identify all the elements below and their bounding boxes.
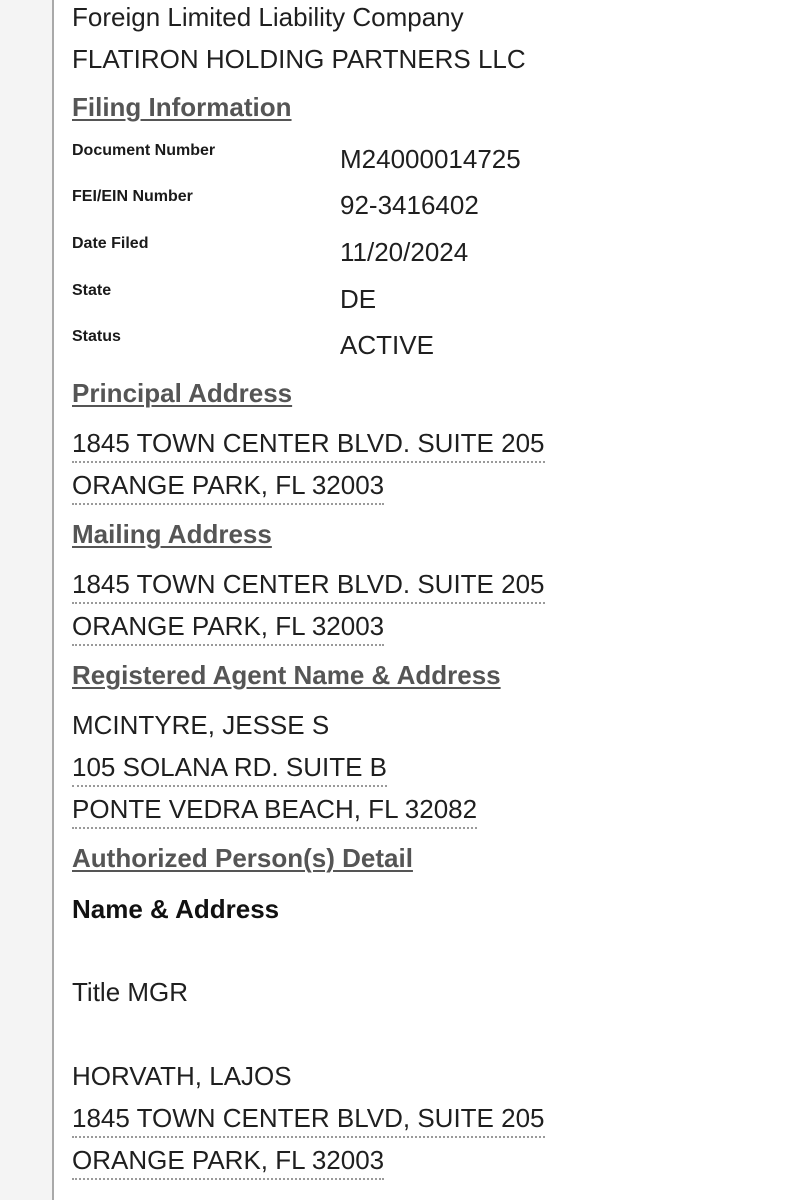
principal-address-line2 (72, 470, 384, 505)
date-filed-value: 11/20/2024 (340, 237, 469, 267)
mailing-address-heading: Mailing Address (72, 519, 272, 549)
state-value: DE (340, 284, 377, 314)
document-number-label: Document Number (72, 142, 216, 159)
principal-address-line2-text: ORANGE PARK, FL 32003 (72, 470, 384, 505)
principal-address-line1 (72, 428, 545, 463)
filing-information-heading: Filing Information (72, 92, 292, 122)
authorized-person-line1 (72, 1103, 545, 1138)
principal-address-line1-text: 1845 TOWN CENTER BLVD. SUITE 205 (72, 428, 545, 463)
authorized-person-name: HORVATH, LAJOS (72, 1061, 292, 1091)
status-value: ACTIVE (340, 330, 434, 360)
mailing-address-line2 (72, 611, 384, 646)
entity-type: Foreign Limited Liability Company (72, 2, 464, 32)
document-number-value: M24000014725 (340, 144, 521, 174)
registered-agent-line2-text: PONTE VEDRA BEACH, FL 32082 (72, 794, 477, 829)
authorized-person-title: Title MGR (72, 977, 189, 1007)
filing-detail-page (52, 0, 786, 1200)
mailing-address-line1-text: 1845 TOWN CENTER BLVD. SUITE 205 (72, 569, 545, 604)
authorized-person-line2 (72, 1145, 384, 1180)
mailing-address-line2-text: ORANGE PARK, FL 32003 (72, 611, 384, 646)
date-filed-label: Date Filed (72, 235, 149, 252)
registered-agent-heading: Registered Agent Name & Address (72, 660, 501, 690)
registered-agent-line2 (72, 794, 477, 829)
registered-agent-name: MCINTYRE, JESSE S (72, 710, 330, 740)
registered-agent-line1-text: 105 SOLANA RD. SUITE B (72, 752, 387, 787)
state-label: State (72, 282, 112, 299)
principal-address-heading: Principal Address (72, 378, 293, 408)
mailing-address-line1 (72, 569, 545, 604)
status-label: Status (72, 328, 121, 345)
authorized-person-line2-text: ORANGE PARK, FL 32003 (72, 1145, 384, 1180)
authorized-persons-heading: Authorized Person(s) Detail (72, 843, 413, 873)
fei-ein-number-label: FEI/EIN Number (72, 188, 193, 205)
name-address-subheading: Name & Address (72, 894, 280, 924)
authorized-person-line1-text: 1845 TOWN CENTER BLVD, SUITE 205 (72, 1103, 545, 1138)
registered-agent-line1 (72, 752, 387, 787)
entity-name: FLATIRON HOLDING PARTNERS LLC (72, 44, 526, 74)
fei-ein-number-value: 92-3416402 (340, 190, 479, 220)
